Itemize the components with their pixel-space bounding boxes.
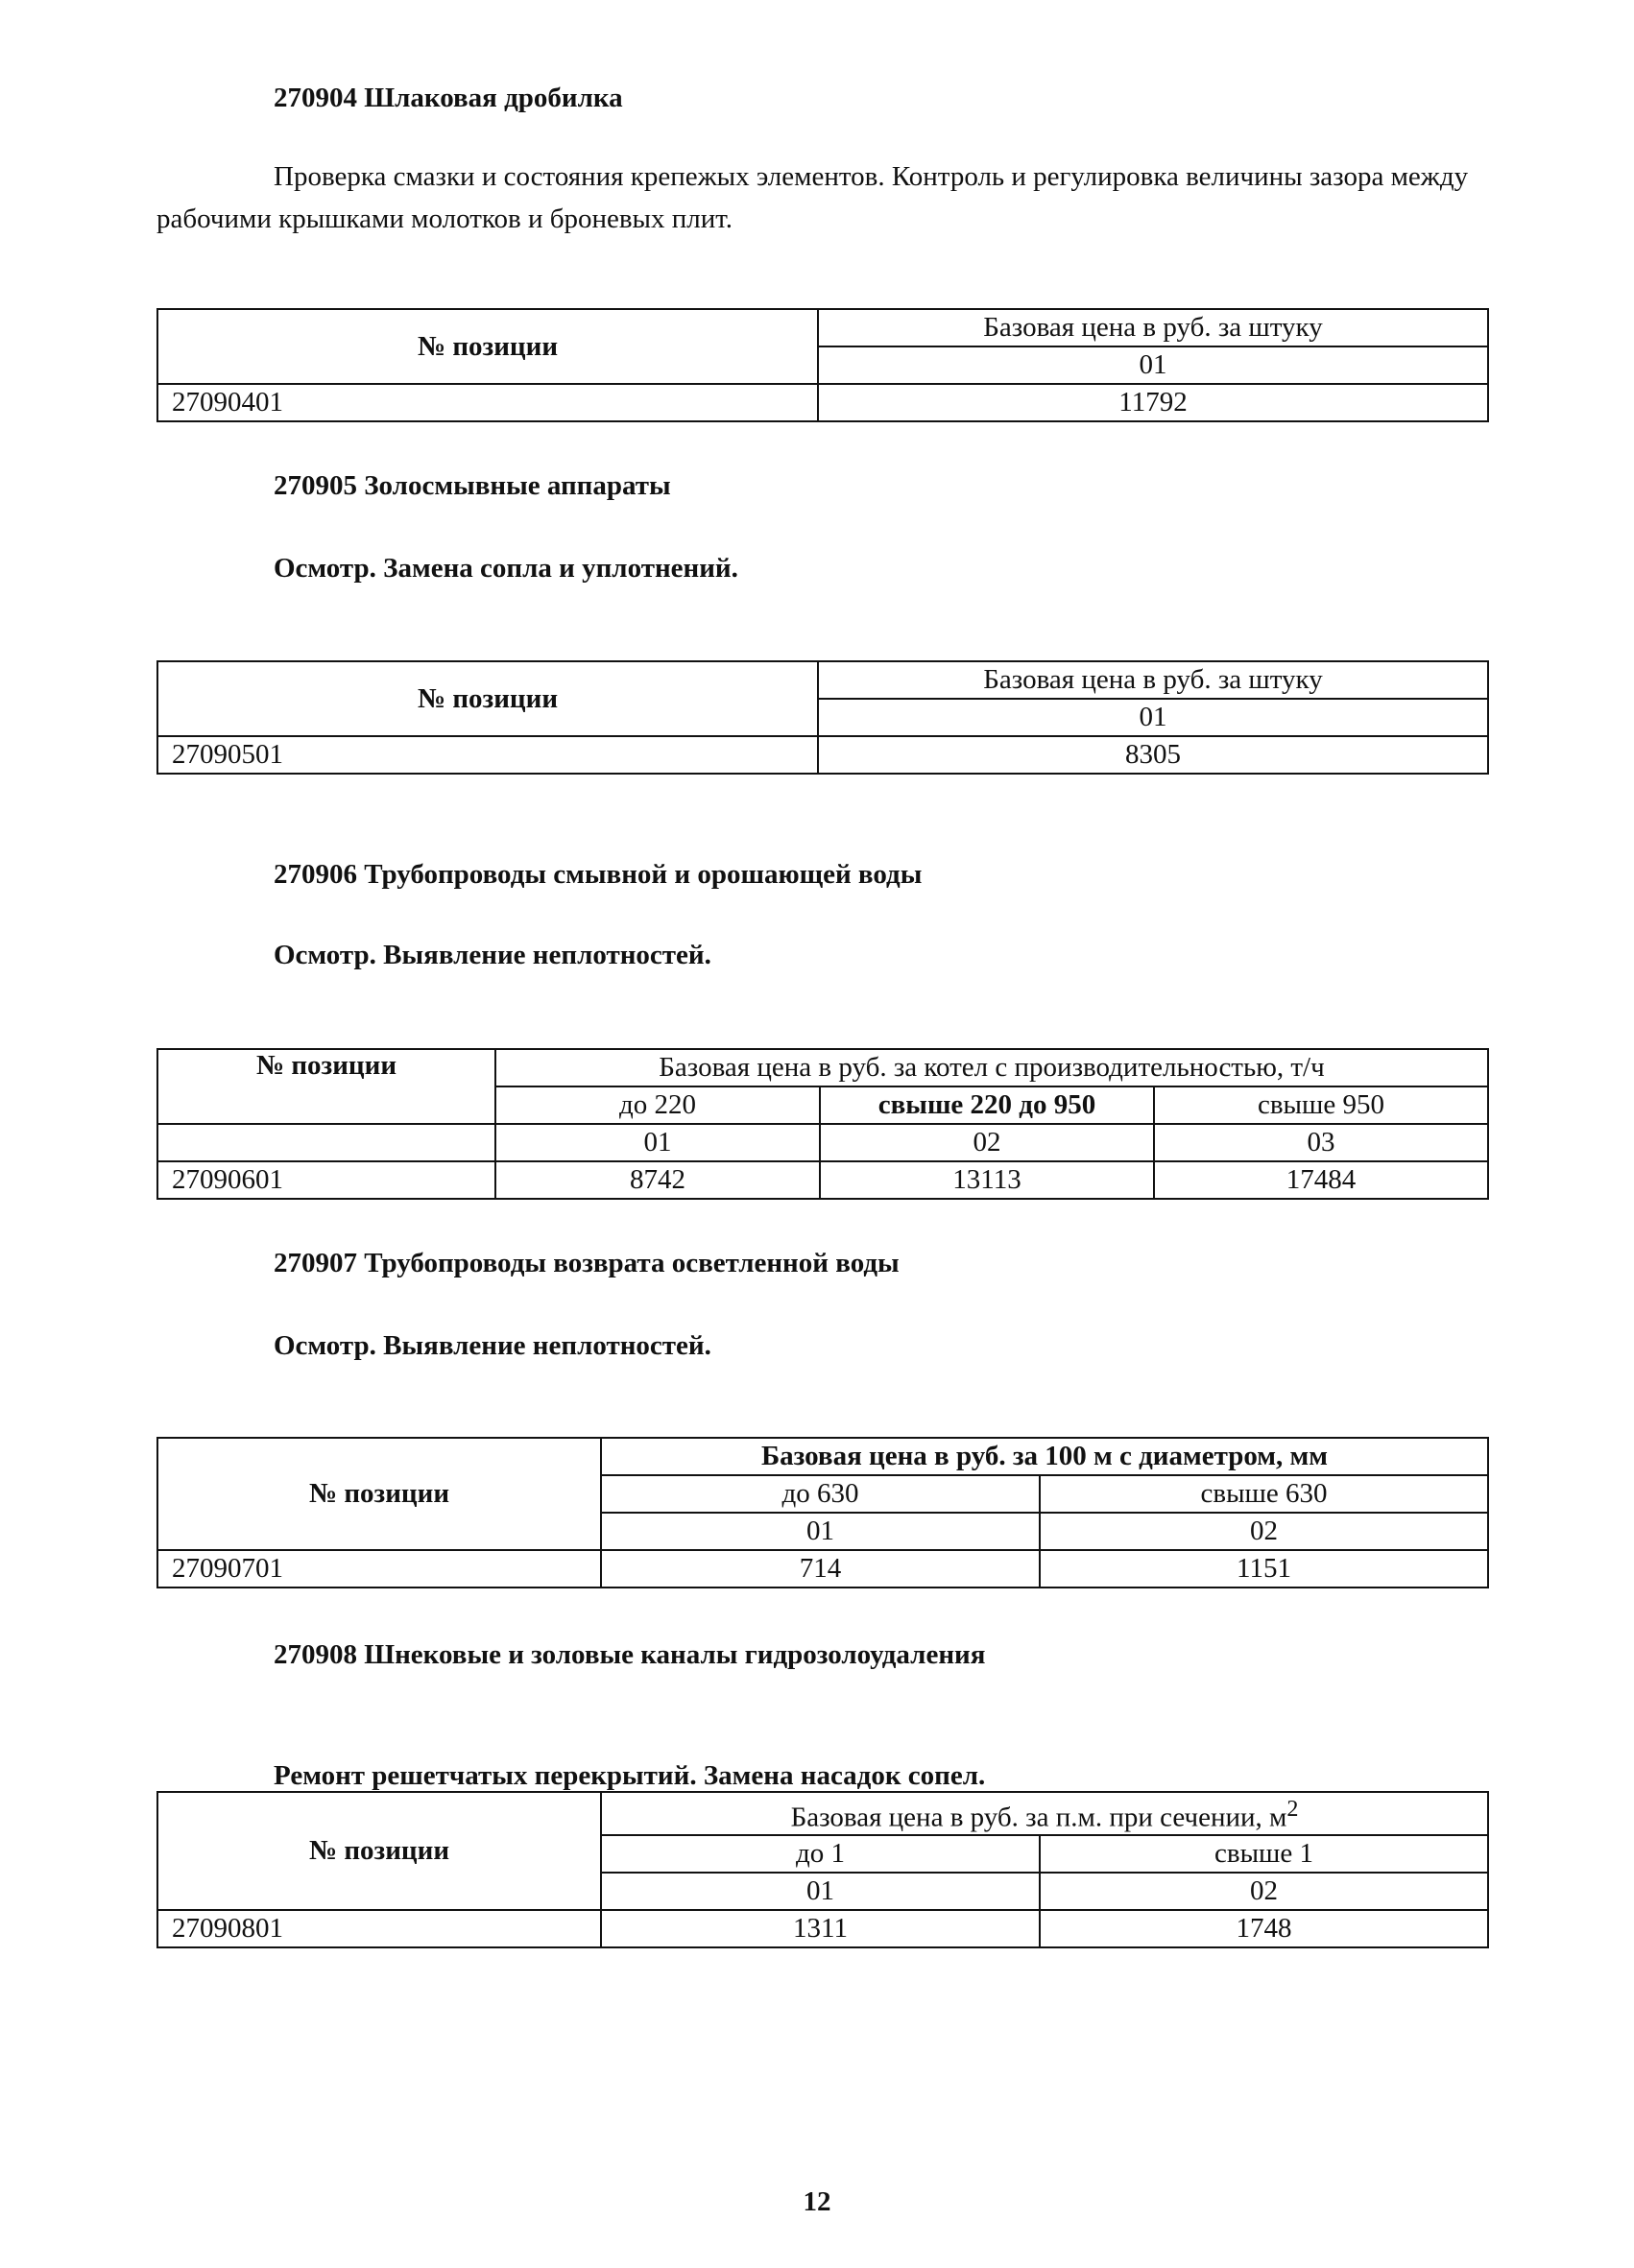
sub-header-over-950: свыше 950	[1154, 1086, 1488, 1124]
sub-header-up-to-630: до 630	[601, 1475, 1040, 1513]
sub-header-over-630: свыше 630	[1040, 1475, 1488, 1513]
position-header: № позиции	[157, 661, 818, 736]
column-code: 02	[820, 1124, 1154, 1161]
section-title-270908: 270908 Шнековые и золовые каналы гидрозолоудаления	[274, 1639, 986, 1670]
price-table-270904	[156, 308, 1489, 422]
column-code: 01	[601, 1873, 1040, 1910]
section-description-270906: Осмотр. Выявление неплотностей.	[274, 940, 711, 970]
column-code-row	[157, 1124, 1488, 1161]
column-code: 01	[818, 346, 1488, 384]
price-cell: 8742	[495, 1161, 820, 1199]
table-header-row	[157, 1792, 1488, 1835]
section-title-270905: 270905 Золосмывные аппараты	[274, 470, 671, 501]
price-table-270907	[156, 1437, 1489, 1588]
price-cell: 17484	[1154, 1161, 1488, 1199]
section-title-270907: 270907 Трубопроводы возврата осветленной воды	[274, 1248, 900, 1278]
section-description-270908: Ремонт решетчатых перекрытий. Замена насадок сопел.	[274, 1760, 986, 1791]
column-code: 01	[601, 1513, 1040, 1550]
position-cell: 27090801	[157, 1910, 601, 1947]
position-cell: 27090701	[157, 1550, 601, 1588]
position-header: № позиции	[157, 1438, 601, 1550]
price-cell: 1311	[601, 1910, 1040, 1947]
price-cell: 714	[601, 1550, 1040, 1588]
section-title-270904: 270904 Шлаковая дробилка	[274, 83, 623, 113]
column-code: 01	[818, 699, 1488, 736]
section-description-270907: Осмотр. Выявление неплотностей.	[274, 1330, 711, 1361]
sub-header-over-1: свыше 1	[1040, 1835, 1488, 1873]
table-header-row	[157, 1049, 1488, 1086]
price-cell: 8305	[818, 736, 1488, 774]
price-header-superscript: 2	[1286, 1796, 1299, 1822]
price-cell: 1748	[1040, 1910, 1488, 1947]
table-row	[157, 384, 1488, 421]
section-description-270904: Проверка смазки и состояния крепежых элементов. Контроль и регулировка величины зазора между рабочими крышками молотков и броневых плит.	[156, 161, 1469, 234]
price-cell: 11792	[818, 384, 1488, 421]
table-row	[157, 1910, 1488, 1947]
table-header-row	[157, 1438, 1488, 1475]
table-row	[157, 1161, 1488, 1199]
position-header: № позиции	[157, 309, 818, 384]
section-description-270905: Осмотр. Замена сопла и уплотнений.	[274, 553, 738, 584]
price-table-270908	[156, 1791, 1489, 1948]
section-title-270906: 270906 Трубопроводы смывной и орошающей воды	[274, 859, 923, 890]
price-header: Базовая цена в руб. за котел с производительностью, т/ч	[495, 1049, 1488, 1086]
price-header: Базовая цена в руб. за п.м. при сечении, м	[790, 1802, 1287, 1833]
column-code: 02	[1040, 1513, 1488, 1550]
sub-header-up-to-1: до 1	[601, 1835, 1040, 1873]
sub-header-220-to-950: свыше 220 до 950	[820, 1086, 1154, 1124]
table-row	[157, 1550, 1488, 1588]
price-table-270906	[156, 1048, 1489, 1200]
price-cell: 13113	[820, 1161, 1154, 1199]
empty-cell	[157, 1124, 495, 1161]
price-header: Базовая цена в руб. за штуку	[818, 661, 1488, 699]
table-header-row	[157, 661, 1488, 699]
position-cell: 27090501	[157, 736, 818, 774]
price-cell: 1151	[1040, 1550, 1488, 1588]
price-header: Базовая цена в руб. за 100 м с диаметром, мм	[601, 1438, 1488, 1475]
position-cell: 27090601	[157, 1161, 495, 1199]
sub-header-up-to-220: до 220	[495, 1086, 820, 1124]
page-number: 12	[803, 2186, 831, 2217]
price-header-cell	[601, 1792, 1488, 1835]
position-cell: 27090401	[157, 384, 818, 421]
price-header: Базовая цена в руб. за штуку	[818, 309, 1488, 346]
column-code: 01	[495, 1124, 820, 1161]
position-header: № позиции	[157, 1792, 601, 1910]
price-table-270905	[156, 660, 1489, 775]
column-code: 02	[1040, 1873, 1488, 1910]
table-header-row	[157, 309, 1488, 346]
column-code: 03	[1154, 1124, 1488, 1161]
table-row	[157, 736, 1488, 774]
position-header: № позиции	[157, 1049, 495, 1124]
